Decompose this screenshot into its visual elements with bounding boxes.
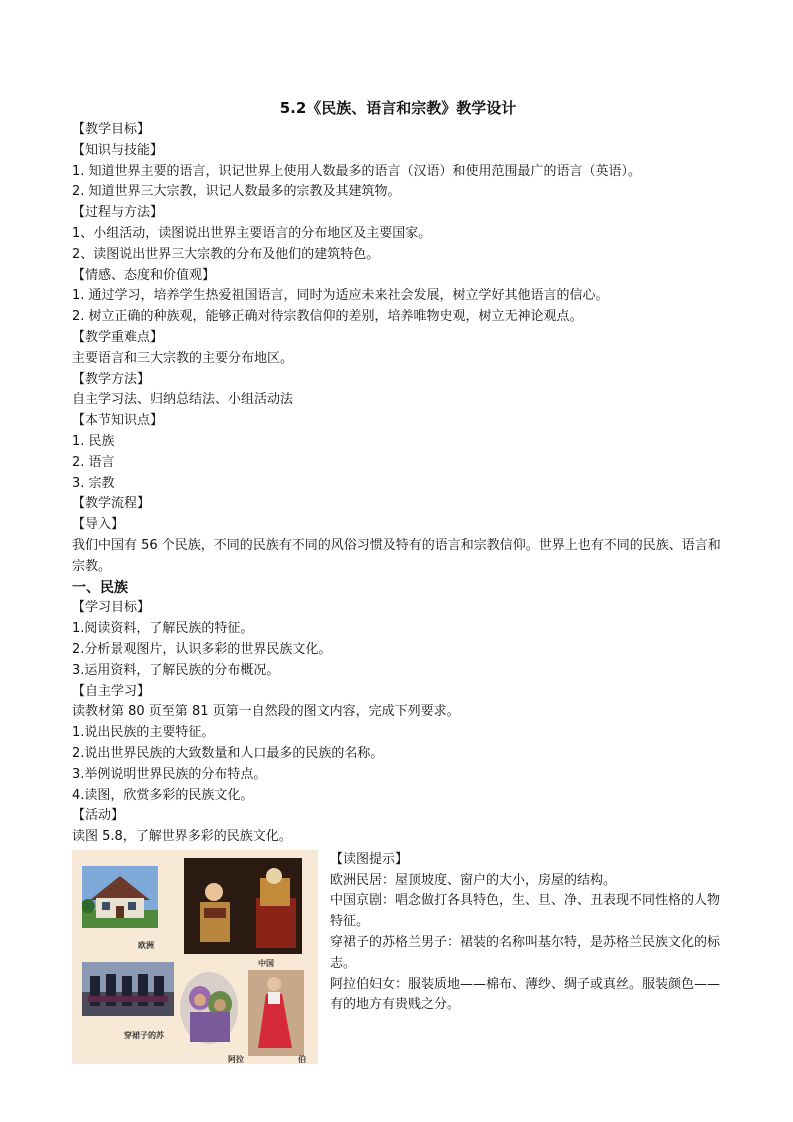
text-line: 自主学习法、归纳总结法、小组活动法 <box>72 392 294 408</box>
intro-paragraph: 我们中国有 56 个民族，不同的民族有不同的风俗习惯及特有的语言和宗教信仰。世界上也有不同的民族、语言和宗教。 <box>72 537 721 574</box>
text-line: 2. 语言 <box>72 454 115 470</box>
ethnic-section-block <box>72 598 724 848</box>
text-line: 1.阅读资料，了解民族的特征。 <box>72 621 254 637</box>
text-line: 2.分析景观图片，认识多彩的世界民族文化。 <box>72 641 332 657</box>
text-line: 【情感、态度和价值观】 <box>72 267 216 283</box>
hint-item: 欧洲民居：屋顶坡度、窗户的大小，房屋的结构。 <box>330 872 617 888</box>
text-line: 主要语言和三大宗教的主要分布地区。 <box>72 350 294 366</box>
caption-arab: 阿拉 <box>228 1054 244 1064</box>
text-line: 读教材第 80 页至第 81 页第一自然段的图文内容，完成下列要求。 <box>72 704 460 720</box>
caption-china: 中国 <box>258 958 274 968</box>
text-line: 1. 通过学习，培养学生热爱祖国语言，同时为适应未来社会发展，树立学好其他语言的信心。 <box>72 288 609 304</box>
peking-opera-photo <box>184 858 302 954</box>
text-line: 3.运用资料，了解民族的分布概况。 <box>72 662 280 678</box>
text-line: 3.举例说明世界民族的分布特点。 <box>72 766 267 782</box>
arab-women-photo <box>180 972 238 1044</box>
chinese-dress-photo <box>248 970 304 1056</box>
text-line: 2. 树立正确的种族观，能够正确对待宗教信仰的差别，培养唯物史观，树立无神论观点。 <box>72 309 583 325</box>
text-line: 【教学流程】 <box>72 496 151 512</box>
text-line: 4.读图，欣赏多彩的民族文化。 <box>72 787 254 803</box>
text-line: 3. 宗教 <box>72 475 115 491</box>
text-line: 1. 民族 <box>72 433 115 449</box>
text-line: 【知识与技能】 <box>72 142 164 158</box>
text-line: 【学习目标】 <box>72 600 151 616</box>
text-line: 【教学重难点】 <box>72 329 164 345</box>
scottish-kilts-photo <box>82 962 174 1016</box>
figure-row <box>72 850 724 1070</box>
ethnic-culture-collage <box>72 850 318 1064</box>
text-line: 2.说出世界民族的大致数量和人口最多的民族的名称。 <box>72 745 384 761</box>
text-line: 1. 知道世界主要的语言，识记世界上使用人数最多的语言（汉语）和使用范围最广的语言（英语）。 <box>72 163 642 179</box>
section-heading: 一、民族 <box>72 579 128 596</box>
european-house-photo <box>82 866 158 928</box>
reading-hint <box>330 850 724 1016</box>
text-line: 【教学方法】 <box>72 371 151 387</box>
hint-item: 阿拉伯妇女：服装质地——棉布、薄纱、绸子或真丝。服装颜色——有的地方有贵贱之分。 <box>330 976 721 1013</box>
objectives-block <box>72 120 724 536</box>
text-line: 2. 知道世界三大宗教，识记人数最多的宗教及其建筑物。 <box>72 184 401 200</box>
caption-europe: 欧洲 <box>138 940 154 950</box>
text-line: 【自主学习】 <box>72 683 151 699</box>
document-title: 5.2《民族、语言和宗教》教学设计 <box>279 99 517 117</box>
text-line: 读图 5.8，了解世界多彩的民族文化。 <box>72 829 292 845</box>
text-line: 【教学目标】 <box>72 122 151 137</box>
caption-scotland: 穿裙子的苏 <box>124 1030 164 1040</box>
text-line: 1、小组活动，读图说出世界主要语言的分布地区及主要国家。 <box>72 225 432 241</box>
hint-heading: 【读图提示】 <box>330 851 409 867</box>
text-line: 【过程与方法】 <box>72 205 164 221</box>
text-line: 【本节知识点】 <box>72 413 164 429</box>
hint-item: 中国京剧：唱念做打各具特色，生、旦、净、丑表现不同性格的人物特征。 <box>330 893 721 930</box>
text-line: 【导入】 <box>72 517 125 533</box>
document-page <box>72 97 724 1070</box>
text-line: 【活动】 <box>72 808 125 824</box>
hint-item: 穿裙子的苏格兰男子：裙装的名称叫基尔特，是苏格兰民族文化的标志。 <box>330 935 721 971</box>
text-line: 2、读图说出世界三大宗教的分布及他们的建筑特色。 <box>72 246 380 262</box>
caption-arab-2: 伯 <box>298 1054 306 1064</box>
text-line: 1.说出民族的主要特征。 <box>72 725 215 741</box>
